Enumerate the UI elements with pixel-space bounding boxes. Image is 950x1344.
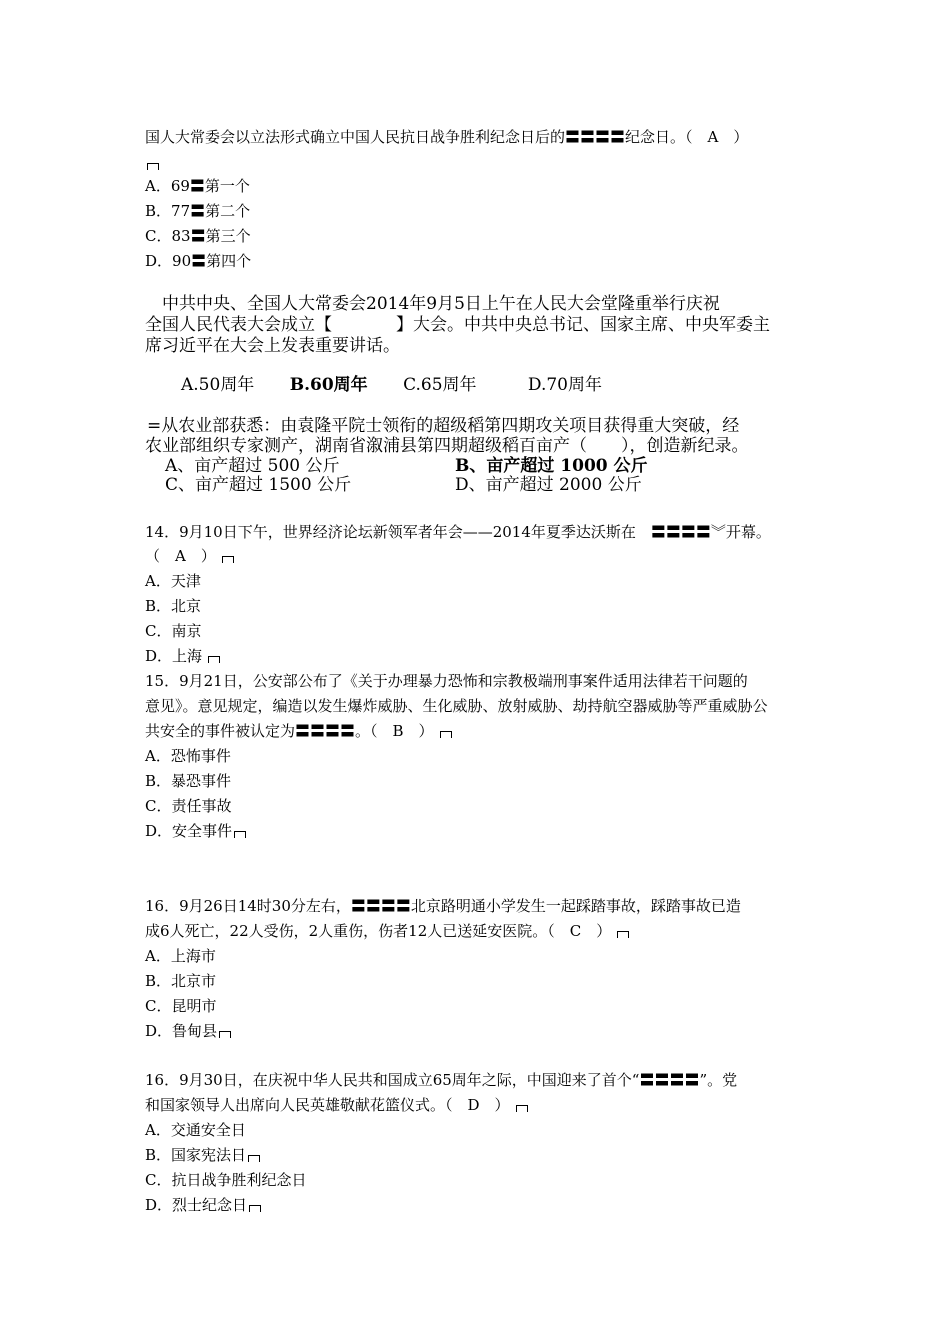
q16b-option-c-text: C．抗日战争胜利纪念日 (145, 1171, 307, 1189)
question-rice-line-2 (145, 436, 749, 456)
option-b (145, 201, 250, 221)
paragraph-mark-icon (219, 1031, 231, 1038)
question-16a-text-2: 成6人死亡，22人受伤，2人重伤，伤者12人已送延安医院。（ C ） (145, 922, 612, 940)
q16b-option-b (145, 1145, 260, 1165)
paragraph-mark-icon (222, 556, 234, 563)
question-16b-text-2: 和国家领导人出席向人民英雄敬献花篮仪式。（ D ） (145, 1096, 510, 1114)
question-npc-text-3: 席习近平在大会上发表重要讲话。 (145, 336, 400, 356)
q16a-option-a (145, 946, 216, 966)
q16b-option-b-text: B．国家宪法日 (145, 1146, 247, 1164)
question-rice-text-2a: 农业部组织专家测产，湖南省溆浦县第四期超级稻百亩产（ (145, 436, 587, 456)
q16a-option-d (145, 1021, 231, 1041)
option-c (145, 226, 251, 246)
rice-options-row-1 (165, 456, 648, 476)
npc-option-d: D.70周年 (527, 375, 602, 395)
paragraph-mark-icon (234, 831, 246, 838)
q14-option-a (145, 571, 201, 591)
q14-option-b (145, 596, 201, 616)
question-npc-line-3 (145, 336, 400, 356)
q16a-option-d-text: D．鲁甸县 (145, 1022, 218, 1040)
question-14-line-1 (145, 522, 771, 542)
option-d (145, 251, 251, 271)
q14-option-c (145, 621, 201, 641)
question-intro-line-1 (145, 127, 748, 147)
q16b-option-d-text: D．烈士纪念日 (145, 1196, 248, 1214)
question-14-text-1: 14．9月10日下午，世界经济论坛新领军者年会——2014年夏季达沃斯在 〓〓〓〓︾开幕。 (145, 523, 771, 541)
question-15-line-1 (145, 671, 748, 691)
question-16a-line-2 (145, 921, 629, 941)
q15-option-d (145, 821, 246, 841)
npc-option-a: A.50周年 (181, 375, 255, 395)
question-15-text-2: 意见》。意见规定，编造以发生爆炸威胁、生化威胁、放射威胁、劫持航空器威胁等严重威胁公 (145, 697, 768, 715)
question-16b-line-1 (145, 1070, 737, 1090)
option-a (145, 176, 250, 196)
option-d-text: D．90〓第四个 (145, 252, 252, 270)
option-c-text: C．83〓第三个 (145, 227, 251, 245)
q14-option-a-text: A．天津 (145, 572, 201, 590)
q15-option-a (145, 746, 231, 766)
q16a-option-a-text: A．上海市 (145, 947, 216, 965)
question-16a-line-1 (145, 896, 741, 916)
npc-option-b: B.60周年 (289, 375, 368, 395)
rice-option-a: A、亩产超过 500 公斤 (165, 456, 340, 476)
paragraph-mark-icon (516, 1105, 528, 1112)
paragraph-mark-icon (248, 1155, 260, 1162)
q15-option-d-text: D．安全事件 (145, 822, 233, 840)
q16a-option-c (145, 996, 216, 1016)
q16a-option-b-text: B．北京市 (145, 972, 217, 990)
q16a-option-b (145, 971, 216, 991)
q16a-option-c-text: C．昆明市 (145, 997, 217, 1015)
question-npc-text-1: 中共中央、全国人大常委会2014年9月5日上午在人民大会堂隆重举行庆祝 (145, 294, 720, 314)
question-14-line-2 (145, 546, 234, 566)
question-npc-line-2 (145, 315, 770, 335)
q16b-option-d (145, 1195, 261, 1215)
q15-option-c-text: C．责任事故 (145, 797, 232, 815)
question-npc-text-2b: 】大会。中共中央总书记、国家主席、中央军委主 (396, 315, 770, 335)
q14-option-d-text: D．上海 (145, 647, 203, 665)
q16b-option-c (145, 1170, 306, 1190)
question-16a-text-1: 16．9月26日14时30分左右，〓〓〓〓北京路明通小学发生一起踩踏事故，踩踏事故已造 (145, 897, 741, 915)
q16b-option-a-text: A．交通安全日 (145, 1121, 246, 1139)
option-b-text: B．77〓第二个 (145, 202, 251, 220)
paragraph-mark-icon (249, 1205, 261, 1212)
q15-option-a-text: A．恐怖事件 (145, 747, 231, 765)
q16b-option-a (145, 1120, 246, 1140)
rice-option-c: C、亩产超过 1500 公斤 (165, 475, 352, 495)
npc-options-row (181, 375, 602, 395)
question-15-text-3: 共安全的事件被认定为〓〓〓〓。（ B ） (145, 722, 434, 740)
question-15-line-3 (145, 721, 452, 741)
question-intro-mark-line (145, 153, 159, 173)
paragraph-mark-icon (440, 731, 452, 738)
npc-option-c: C.65周年 (403, 375, 477, 395)
question-npc-line-1 (145, 294, 720, 314)
rice-options-row-2 (165, 475, 642, 495)
question-intro-text: 国人大常委会以立法形式确立中国人民抗日战争胜利纪念日后的〓〓〓〓纪念日。（ A ） (145, 128, 749, 146)
question-16b-line-2 (145, 1095, 528, 1115)
paragraph-mark-icon (147, 163, 159, 170)
q14-option-d (145, 646, 220, 666)
question-15-line-2 (145, 696, 768, 716)
question-14-answer: （ A ） (145, 547, 216, 565)
q15-option-b-text: B．暴恐事件 (145, 772, 232, 790)
question-npc-text-2a: 全国人民代表大会成立【 (145, 315, 332, 335)
paragraph-mark-icon (617, 931, 629, 938)
q14-option-c-text: C．南京 (145, 622, 202, 640)
question-rice-text-1: =从农业部获悉：由袁隆平院士领衔的超级稻第四期攻关项目获得重大突破，经 (147, 416, 740, 436)
question-rice-text-2b: ），创造新纪录。 (621, 436, 749, 456)
rice-option-d: D、亩产超过 2000 公斤 (455, 475, 642, 495)
question-rice-line-1 (147, 416, 739, 436)
q15-option-b (145, 771, 231, 791)
question-16b-text-1: 16．9月30日，在庆祝中华人民共和国成立65周年之际，中国迎来了首个“〓〓〓〓”。党 (145, 1071, 738, 1089)
paragraph-mark-icon (208, 656, 220, 663)
q15-option-c (145, 796, 231, 816)
question-15-text-1: 15．9月21日，公安部公布了《关于办理暴力恐怖和宗教极端刑事案件适用法律若干问题的 (145, 672, 748, 690)
q14-option-b-text: B．北京 (145, 597, 202, 615)
rice-option-b: B、亩产超过 1000 公斤 (455, 456, 648, 476)
option-a-text: A．69〓第一个 (145, 177, 250, 195)
